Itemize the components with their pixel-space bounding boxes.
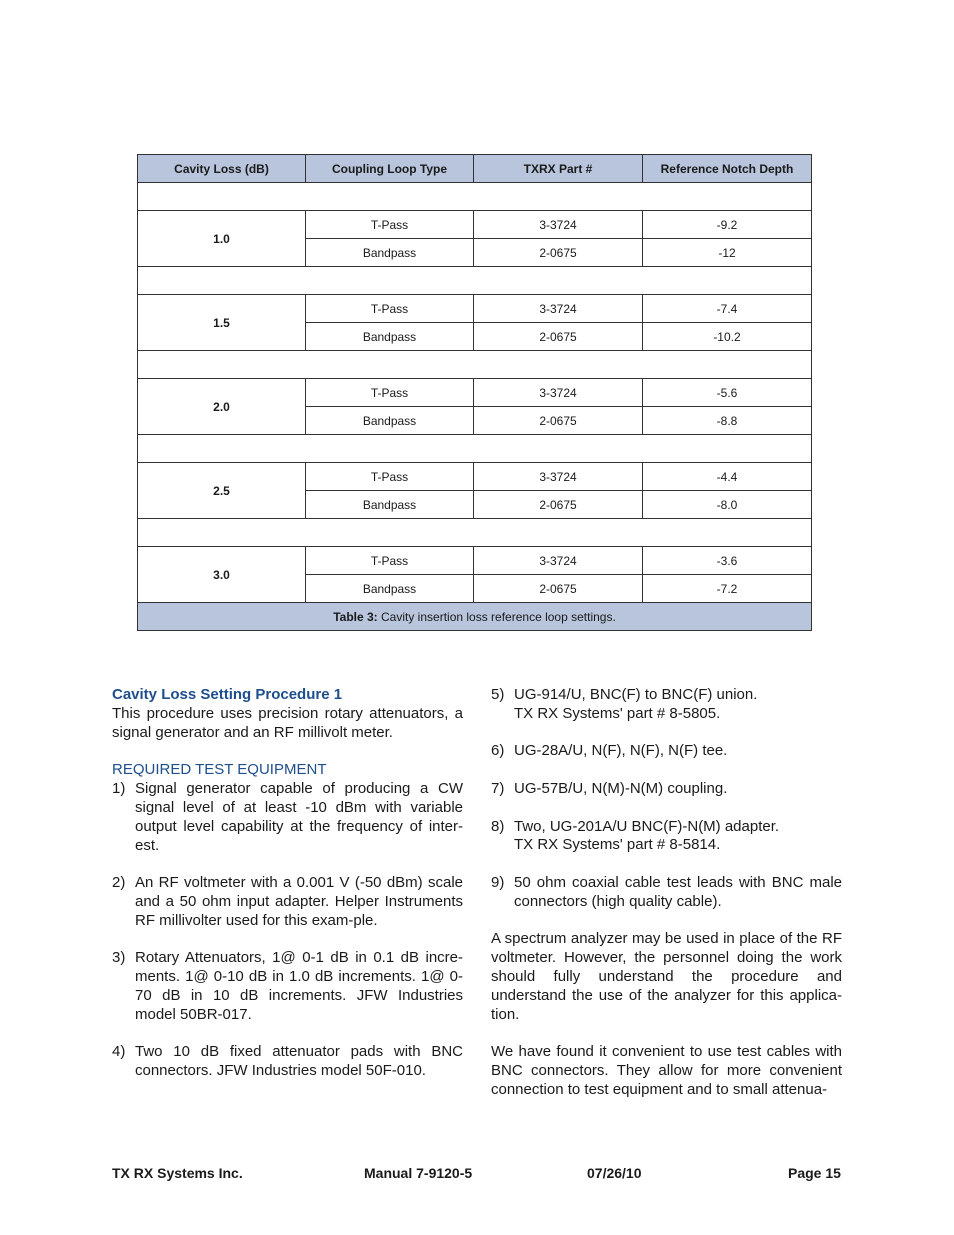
footer-manual: Manual 7-9120-5: [364, 1165, 473, 1181]
part-cell: 2-0675: [474, 575, 643, 603]
left-column: [112, 686, 463, 1081]
table-row: [138, 379, 812, 407]
part-cell: 2-0675: [474, 407, 643, 435]
cavity-loss-cell: 1.5: [138, 295, 306, 351]
list-item: [112, 1043, 463, 1081]
table-row: [138, 547, 812, 575]
table-caption: [138, 603, 812, 631]
test-cables-paragraph: We have found it convenient to use test cables with BNC connectors. They allow for more convenient connection to test equipment and to small attenua-: [491, 1043, 842, 1098]
loop-type-cell: T-Pass: [306, 547, 474, 575]
footer-company: TX RX Systems Inc.: [112, 1165, 243, 1181]
part-cell: 3-3724: [474, 463, 643, 491]
spacer-row: [138, 183, 812, 211]
spacer-row: [138, 519, 812, 547]
cavity-loss-cell: 2.0: [138, 379, 306, 435]
cavity-loss-cell: 1.0: [138, 211, 306, 267]
notch-depth-cell: -9.2: [643, 211, 812, 239]
table-header-row: [138, 155, 812, 183]
footer-page-number: Page 15: [788, 1165, 841, 1181]
list-item: [112, 780, 463, 855]
item-number: 6): [491, 742, 505, 760]
cavity-loss-cell: 3.0: [138, 547, 306, 603]
loop-type-cell: Bandpass: [306, 575, 474, 603]
table-row: [138, 295, 812, 323]
list-item: [112, 874, 463, 930]
item-text: Signal generator capable of producing a CW signal level of at least -10 dBm with variable output level capability at the frequency of inter-est.: [135, 780, 463, 854]
part-cell: 3-3724: [474, 295, 643, 323]
item-number: 8): [491, 817, 505, 835]
table-caption-row: [138, 603, 812, 631]
notch-depth-cell: -8.0: [643, 491, 812, 519]
item-text: An RF voltmeter with a 0.001 V (-50 dBm) scale and a 50 ohm input adapter. Helper Instruments RF millivolter used for this exam-ple.: [135, 874, 463, 929]
item-text: 50 ohm coaxial cable test leads with BNC male connectors (high quality cable).: [514, 873, 842, 910]
spacer-row: [138, 435, 812, 463]
cavity-loss-cell: 2.5: [138, 463, 306, 519]
notch-depth-cell: -7.4: [643, 295, 812, 323]
loop-type-cell: Bandpass: [306, 323, 474, 351]
list-item: [491, 742, 842, 761]
header-txrx-part: TXRX Part #: [474, 155, 643, 183]
footer-date: 07/26/10: [587, 1165, 642, 1181]
item-text: UG-914/U, BNC(F) to BNC(F) union.: [514, 686, 758, 703]
intro-paragraph: This procedure uses precision rotary attenuators, a signal generator and an RF millivolt meter.: [112, 704, 463, 741]
list-item: [112, 949, 463, 1024]
loop-type-cell: T-Pass: [306, 463, 474, 491]
item-number: 7): [491, 779, 505, 797]
list-item: [491, 780, 842, 799]
loop-type-cell: Bandpass: [306, 407, 474, 435]
part-cell: 3-3724: [474, 211, 643, 239]
item-number: 2): [112, 874, 126, 892]
item-text: UG-28A/U, N(F), N(F), N(F) tee.: [514, 742, 728, 760]
item-text: Two 10 dB fixed attenuator pads with BNC connectors. JFW Industries model 50F-010.: [135, 1043, 463, 1080]
notch-depth-cell: -10.2: [643, 323, 812, 351]
item-number: 5): [491, 686, 505, 703]
notch-depth-cell: -4.4: [643, 463, 812, 491]
item-number: 9): [491, 873, 505, 891]
caption-label: Table 3:: [333, 609, 378, 624]
right-column: [491, 686, 842, 1100]
item-part-number: TX RX Systems' part # 8-5814.: [514, 836, 721, 854]
loop-type-cell: T-Pass: [306, 379, 474, 407]
part-cell: 2-0675: [474, 323, 643, 351]
notch-depth-cell: -12: [643, 239, 812, 267]
required-equipment-heading: REQUIRED TEST EQUIPMENT: [112, 761, 327, 779]
item-text: Two, UG-201A/U BNC(F)-N(M) adapter.: [514, 817, 780, 835]
table-row: [138, 211, 812, 239]
notch-depth-cell: -3.6: [643, 547, 812, 575]
item-number: 4): [112, 1043, 126, 1061]
part-cell: 2-0675: [474, 239, 643, 267]
item-number: 1): [112, 780, 126, 798]
loop-settings-table: [137, 154, 812, 631]
caption-text: Cavity insertion loss reference loop settings.: [377, 609, 616, 624]
part-cell: 2-0675: [474, 491, 643, 519]
item-number: 3): [112, 949, 126, 967]
item-part-number: TX RX Systems' part # 8-5805.: [514, 704, 721, 722]
part-cell: 3-3724: [474, 547, 643, 575]
loop-type-cell: T-Pass: [306, 211, 474, 239]
notch-depth-cell: -5.6: [643, 379, 812, 407]
table-row: [138, 463, 812, 491]
list-item: [491, 818, 842, 856]
item-text: Rotary Attenuators, 1@ 0-1 dB in 0.1 dB incre-ments. 1@ 0-10 dB in 1.0 dB increments. 1@ 0-70 dB in 10 dB increments. JFW Industries model 50BR-017.: [135, 949, 463, 1023]
notch-depth-cell: -7.2: [643, 575, 812, 603]
loop-type-cell: Bandpass: [306, 239, 474, 267]
list-item: [491, 686, 842, 724]
header-reference-notch-depth: Reference Notch Depth: [643, 155, 812, 183]
part-cell: 3-3724: [474, 379, 643, 407]
item-text: UG-57B/U, N(M)-N(M) coupling.: [514, 779, 728, 797]
notch-depth-cell: -8.8: [643, 407, 812, 435]
section-heading: Cavity Loss Setting Procedure 1: [112, 686, 343, 703]
spacer-row: [138, 267, 812, 295]
loop-type-cell: Bandpass: [306, 491, 474, 519]
loop-type-cell: T-Pass: [306, 295, 474, 323]
list-item: [491, 874, 842, 912]
header-coupling-loop-type: Coupling Loop Type: [306, 155, 474, 183]
header-cavity-loss: Cavity Loss (dB): [138, 155, 306, 183]
spectrum-analyzer-paragraph: A spectrum analyzer may be used in place of the RF voltmeter. However, the personnel doing the work should fully understand the procedure and understand the use of the analyzer for this applica-tion.: [491, 930, 842, 1023]
spacer-row: [138, 351, 812, 379]
